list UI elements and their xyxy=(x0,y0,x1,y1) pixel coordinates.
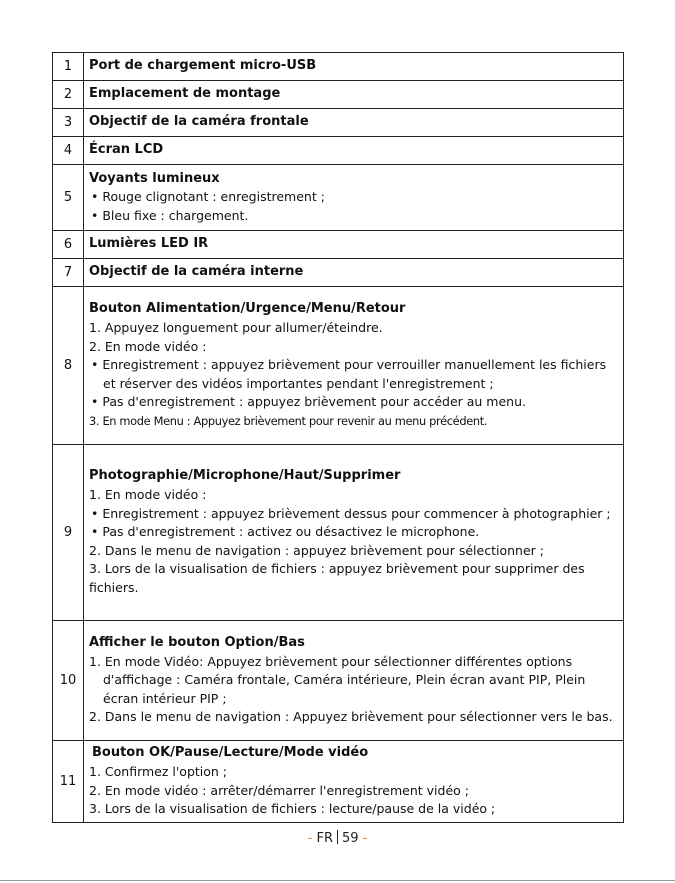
table-row xyxy=(53,137,624,165)
row-line: 3. En mode Menu : Appuyez brièvement pour revenir au menu précédent. xyxy=(89,413,488,428)
row-title: Voyants lumineux xyxy=(89,170,220,186)
row-line: 1. Appuyez longuement pour allumer/éteindre. xyxy=(89,320,383,336)
row-line: 1. Confirmez l'option ; xyxy=(89,763,228,779)
row-number: 6 xyxy=(53,231,84,259)
row-number: 10 xyxy=(53,621,84,741)
components-table xyxy=(52,52,624,823)
table-row xyxy=(53,287,624,445)
row-number: 3 xyxy=(53,109,84,137)
row-line: • Rouge clignotant : enregistrement ; xyxy=(91,189,325,205)
bottom-rule xyxy=(0,880,675,881)
footer-language: FR xyxy=(316,831,333,846)
row-line: 2. En mode vidéo : arrêter/démarrer l'enregistrement vidéo ; xyxy=(89,782,469,798)
footer-separator xyxy=(337,830,338,844)
row-title: Emplacement de montage xyxy=(89,86,281,102)
row-number: 4 xyxy=(53,137,84,165)
row-number: 7 xyxy=(53,259,84,287)
table-row xyxy=(53,109,624,137)
table-row xyxy=(53,53,624,81)
row-number: 9 xyxy=(53,445,84,621)
row-title: Écran LCD xyxy=(89,142,164,158)
table-row xyxy=(53,621,624,741)
row-number: 5 xyxy=(53,165,84,231)
row-number: 11 xyxy=(53,741,84,823)
row-title: Photographie/Microphone/Haut/Supprimer xyxy=(89,468,401,484)
row-line: 2. En mode vidéo : xyxy=(89,338,207,354)
row-line: 2. Dans le menu de navigation : appuyez brièvement pour sélectionner ; xyxy=(89,542,544,558)
footer-dash-left: - xyxy=(307,831,313,846)
row-line: 1. En mode vidéo : xyxy=(89,487,207,503)
row-number: 2 xyxy=(53,81,84,109)
row-line: • Pas d'enregistrement : activez ou désactivez le microphone. xyxy=(91,524,480,540)
table-row xyxy=(53,259,624,287)
row-line: • Enregistrement : appuyez brièvement pour verrouiller manuellement les fichiers et réserver des vidéos importantes pendant l'enregistrement ; xyxy=(91,357,607,391)
row-title: Objectif de la caméra frontale xyxy=(89,114,309,130)
row-title: Lumières LED IR xyxy=(89,236,209,252)
row-title: Bouton Alimentation/Urgence/Menu/Retour xyxy=(89,301,406,317)
page-footer xyxy=(0,830,675,846)
table-row xyxy=(53,165,624,231)
row-line: 3. Lors de la visualisation de fichiers : lecture/pause de la vidéo ; xyxy=(89,801,496,817)
row-number: 8 xyxy=(53,287,84,445)
row-line: 3. Lors de la visualisation de fichiers : appuyez brièvement pour supprimer des fichiers. xyxy=(89,561,585,595)
row-number: 1 xyxy=(53,53,84,81)
row-title: Port de chargement micro-USB xyxy=(89,58,317,74)
page-number: 59 xyxy=(341,831,359,846)
row-line: • Enregistrement : appuyez brièvement dessus pour commencer à photographier ; xyxy=(91,505,611,521)
table-row xyxy=(53,81,624,109)
table-row xyxy=(53,741,624,823)
footer-dash-right: - xyxy=(362,831,368,846)
row-line: • Pas d'enregistrement : appuyez brièvement pour accéder au menu. xyxy=(91,394,526,410)
row-title: Bouton OK/Pause/Lecture/Mode vidéo xyxy=(92,745,369,761)
row-line: 2. Dans le menu de navigation : Appuyez brièvement pour sélectionner vers le bas. xyxy=(89,709,613,725)
table-row xyxy=(53,231,624,259)
row-title: Afficher le bouton Option/Bas xyxy=(89,635,305,651)
table-row xyxy=(53,445,624,621)
row-title: Objectif de la caméra interne xyxy=(89,264,304,280)
row-line: • Bleu fixe : chargement. xyxy=(91,207,249,223)
row-line: 1. En mode Vidéo: Appuyez brièvement pour sélectionner différentes options d'affichage : Caméra frontale, Caméra intérieure, Plein écran avant PIP, Plein écran intérieur PIP ; xyxy=(89,653,586,706)
